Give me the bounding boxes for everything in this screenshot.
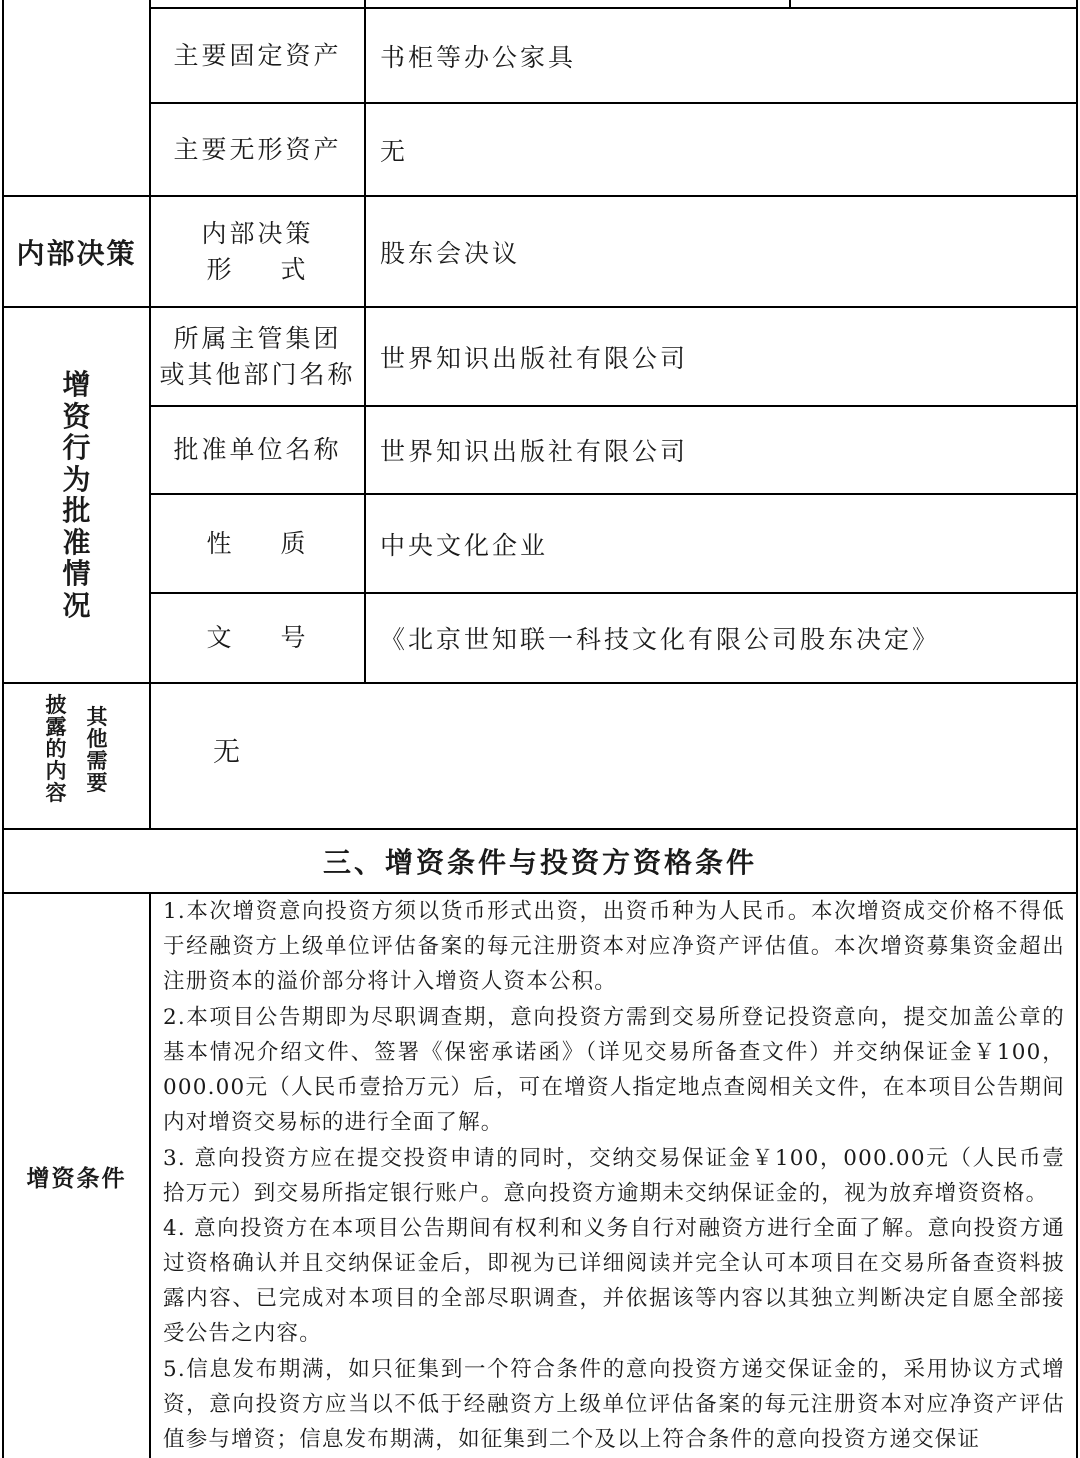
document-number-label-char: 号 [280,623,309,652]
other-disclosure-label-col-right [87,706,108,794]
nature-label-char: 性 [206,528,235,558]
nature-label [151,495,364,592]
approval-section-char: 为 [62,462,91,496]
approval-section-char: 增 [62,368,91,401]
document-number-label-char: 文 [206,623,235,652]
decision-form-value: 股东会决议 [380,238,521,268]
other-disclosure-value: 无 [213,736,240,768]
table-right-border [1076,0,1078,1458]
column-divider-1-lower [149,893,151,1458]
supervising-group-label-line2: 或其他部门名称 [159,359,356,389]
row-rule [2,682,1078,684]
other-disclosure-char: 他 [86,726,108,751]
document-number-value: 《北京世知联一科技文化有限公司股东决定》 [380,625,941,654]
condition-item-4: 4. 意向投资方在本项目公告期间有权利和义务自行对融资方进行全面了解。意向投资方通过资格确认并且交纳保证金后，即视为已详细阅读并完全认可本项目在交易所备查资料披露内容、已完成对本项目的全部尽职调查，并依据该等内容以其独立判断决定自愿全部接受公告之内容。 [163,1216,1065,1346]
nature-value: 中央文化企业 [380,530,549,560]
supervising-group-label [151,308,364,405]
approving-unit-value: 世界知识出版社有限公司 [380,437,689,466]
condition-item-3: 3. 意向投资方应在提交投资申请的同时，交纳交易保证金￥100，000.00元（人民币壹拾万元）到交易所指定银行账户。意向投资方逾期未交纳保证金的，视为放弃增资资格。 [163,1146,1065,1206]
other-disclosure-char: 其 [86,704,108,729]
approval-section-label [4,308,149,682]
other-disclosure-label-col-left [46,694,67,804]
other-disclosure-label [4,684,149,828]
approval-section-char: 资 [62,399,91,433]
supervising-group-value: 世界知识出版社有限公司 [380,343,689,373]
other-disclosure-char: 披 [45,692,67,717]
decision-form-label-char: 形 [206,254,235,284]
supervising-group-label-line1: 所属主管集团 [173,323,342,353]
approval-section-char: 批 [62,494,91,527]
fixed-assets-value: 书柜等办公家具 [380,42,577,72]
capital-increase-conditions-label: 增资条件 [26,1164,127,1192]
decision-form-label [151,197,364,306]
intangible-assets-label: 主要无形资产 [173,134,342,164]
approval-section-char: 准 [62,525,91,559]
other-disclosure-char: 内 [45,758,67,783]
condition-item-2: 2.本项目公告期即为尽职调查期，意向投资方需到交易所登记投资意向，提交加盖公章的基本情况介绍文件、签署《保密承诺函》（详见交易所备查文件）并交纳保证金￥100，000.00元（人民币壹拾万元）后，可在增资人指定地点查阅相关文件，在本项目公告期间内对增资交易标的进行全面了解。 [163,1005,1065,1135]
document-number-label-spread [207,620,309,656]
approval-section-char: 况 [62,588,91,622]
approval-section-char: 情 [62,557,91,590]
nature-label-char: 质 [280,528,309,558]
section-three-title: 三、增资条件与投资方资格条件 [322,846,757,879]
document-number-label [151,594,364,682]
decision-form-label-line1: 内部决策 [201,218,314,248]
other-disclosure-char: 需 [86,748,108,773]
intangible-assets-value: 无 [380,136,409,166]
decision-form-label-line2 [207,252,309,288]
other-disclosure-char: 露 [45,714,67,739]
fixed-assets-label: 主要固定资产 [173,40,342,70]
other-disclosure-char: 容 [45,780,67,805]
approval-section-char: 行 [62,431,91,464]
decision-form-label-char: 式 [280,254,309,284]
other-disclosure-char: 的 [45,736,67,761]
other-disclosure-char: 要 [86,770,108,795]
condition-item-1: 1.本次增资意向投资方须以货币形式出资，出资币种为人民币。本次增资成交价格不得低于经融资方上级单位评估备案的每元注册资本对应净资产评估值。本次增资募集资金超出注册资本的溢价部分将计入增资人资本公积。 [163,899,1065,994]
condition-item-5: 5.信息发布期满，如只征集到一个符合条件的意向投资方递交保证金的，采用协议方式增资，意向投资方应当以不低于经融资方上级单位评估备案的每元注册资本对应净资产评估值参与增资；信息发布期满，如征集到二个及以上符合条件的意向投资方递交保证 [163,1357,1065,1452]
approving-unit-label: 批准单位名称 [173,435,342,464]
internal-decision-section-label: 内部决策 [16,236,137,270]
nature-label-spread [207,526,309,562]
